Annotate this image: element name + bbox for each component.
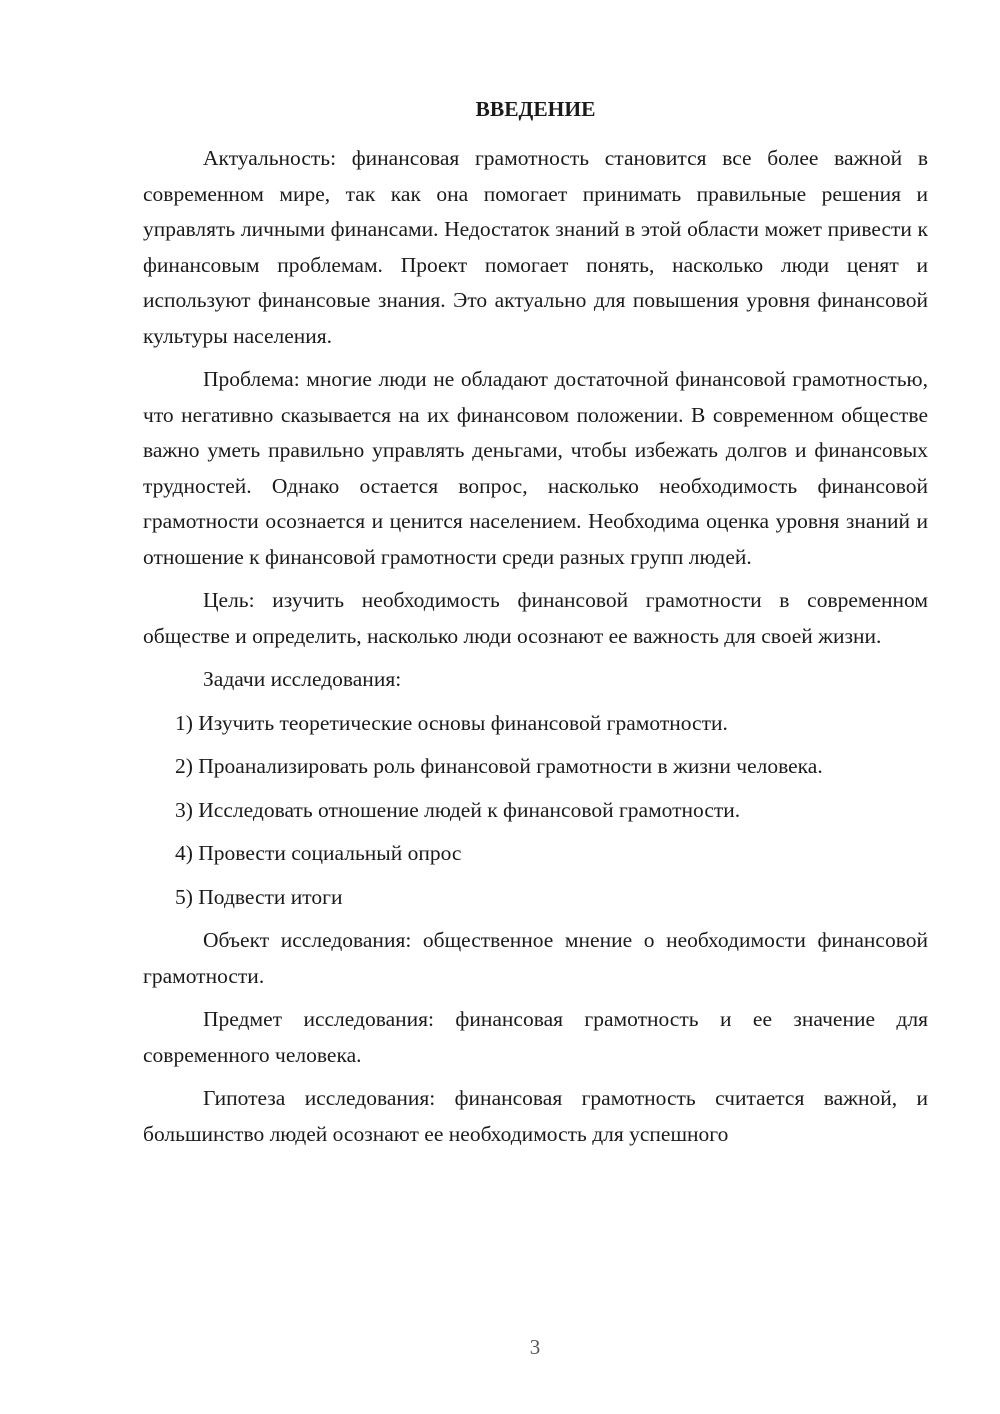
- problem-paragraph: Проблема: многие люди не обладают достаточной финансовой грамотностью, что негативно сказывается на их финансовом положении. В современном обществе важно уметь правильно управлять деньгами, чтобы избежать долгов и финансовых трудностей. Однако остается вопрос, насколько необходимость финансовой грамотности осознается и ценится населением. Необходима оценка уровня знаний и отношение к финансовой грамотности среди разных групп людей.: [143, 367, 928, 569]
- tasks-label: Задачи исследования:: [203, 667, 402, 691]
- section-heading: ВВЕДЕНИЕ: [475, 97, 596, 121]
- subject-paragraph: Предмет исследования: финансовая грамотность и ее значение для современного человека.: [143, 1007, 928, 1067]
- document-page: [143, 92, 928, 1160]
- hypothesis-paragraph: Гипотеза исследования: финансовая грамотность считается важной, и большинство людей осознают ее необходимость для успешного: [143, 1086, 928, 1146]
- task-item-2: 2) Проанализировать роль финансовой грамотности в жизни человека.: [175, 754, 823, 778]
- page-number: 3: [529, 1335, 541, 1359]
- object-paragraph: Объект исследования: общественное мнение о необходимости финансовой грамотности.: [143, 928, 928, 988]
- task-item-3: 3) Исследовать отношение людей к финансовой грамотности.: [175, 797, 741, 822]
- task-item-4: 4) Провести социальный опрос: [175, 841, 462, 865]
- task-item-5: 5) Подвести итоги: [175, 884, 343, 909]
- relevance-paragraph: Актуальность: финансовая грамотность становится все более важной в современном мире, так как она помогает принимать правильные решения и управлять личными финансами. Недостаток знаний в этой области может привести к финансовым проблемам. Проект помогает понять, насколько люди ценят и используют финансовые знания. Это актуально для повышения уровня финансовой культуры населения.: [143, 146, 928, 348]
- goal-paragraph: Цель: изучить необходимость финансовой грамотности в современном обществе и определить, насколько люди осознают ее важность для своей жизни.: [143, 588, 928, 648]
- task-item-1: 1) Изучить теоретические основы финансовой грамотности.: [175, 710, 728, 735]
